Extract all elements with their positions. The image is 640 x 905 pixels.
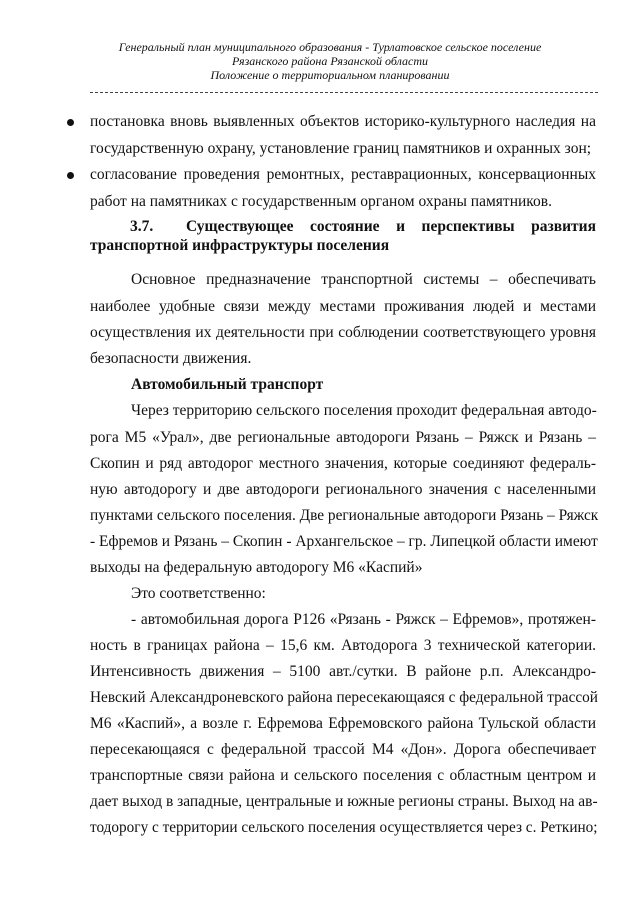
bullet-marker	[67, 119, 74, 126]
header-line-1: Генеральный план муниципального образования - Турлатовское сельское поселение	[118, 40, 542, 54]
r126-line-5: М6 «Каспий», а возле г. Ефремова Ефремовского района Тульской области	[90, 715, 596, 732]
header-line-3: Положение о территориальном планировании	[210, 68, 450, 82]
section-title-line-1: Существующее состояние и перспективы развития	[186, 218, 596, 235]
r126-line-8: дает выход в западные, центральные и южные регионы страны. Выход на ав-	[90, 793, 598, 810]
section-number: 3.7.	[130, 218, 154, 235]
road-line-4: ную автодорогу и две автодороги регионального значения с населенными	[90, 481, 596, 498]
section-title-line-2: транспортной инфраструктуры поселения	[90, 237, 390, 254]
road-line-2: рога М5 «Урал», две региональные автодороги Рязань – Ряжск и Рязань –	[90, 429, 596, 446]
intro-line-2: наиболее удобные связи между местами проживания людей и местами	[90, 298, 596, 315]
intro-line-4: безопасности движения.	[90, 350, 252, 367]
bullet-marker	[67, 172, 74, 179]
r126-line-3: Интенсивность движения – 5100 авт./сутки. В районе р.п. Александро-	[90, 663, 596, 680]
road-line-1: Через территорию сельского поселения проходит федеральная автодо-	[131, 402, 597, 419]
intro-line-3: осуществления их деятельности при соблюдении соответствующего уровня	[90, 324, 596, 341]
r126-line-7: транспортные связи района и сельского поселения с областным центром и	[90, 767, 596, 784]
header-line-2: Рязанского района Рязанской области	[231, 54, 429, 68]
road-line-6: - Ефремов и Рязань – Скопин - Архангельское – гр. Липецкой области имеют	[90, 533, 598, 550]
r126-line-2: ность в границах района – 15,6 км. Автодорога 3 технической категории.	[90, 637, 596, 654]
header-divider	[90, 92, 598, 93]
road-line-5: пунктами сельского поселения. Две региональные автодороги Рязань – Ряжск	[90, 507, 599, 524]
respectively-line: Это соответственно:	[131, 585, 266, 602]
road-line-7: выходы на федеральную автодорогу М6 «Каспий»	[90, 559, 423, 576]
bullet-2-line-1: согласование проведения ремонтных, реставрационных, консервационных	[90, 166, 596, 183]
bullet-1-line-2: государственную охрану, установление границ памятников и охранных зон;	[90, 140, 592, 157]
bullet-1-line-1: постановка вновь выявленных объектов историко-культурного наследия на	[90, 113, 596, 130]
r126-line-9: тодорогу с территории сельского поселения осуществляется через с. Реткино;	[90, 819, 598, 836]
r126-line-6: пересекающаяся с федеральной трассой М4 «Дон». Дорога обеспечивает	[90, 741, 596, 758]
subheading: Автомобильный транспорт	[131, 376, 324, 393]
bullet-2-line-2: работ на памятниках с государственным органом охраны памятников.	[90, 193, 552, 210]
r126-line-4: Невский Александроневского района пересекающаяся с федеральной трассой	[90, 689, 598, 706]
intro-line-1: Основное предназначение транспортной системы – обеспечивать	[131, 271, 596, 288]
r126-line-1: - автомобильная дорога Р126 «Рязань - Ряжск – Ефремов», протяжен-	[131, 611, 596, 628]
road-line-3: Скопин и ряд автодорог местного значения, которые соединяют федераль-	[90, 455, 596, 472]
